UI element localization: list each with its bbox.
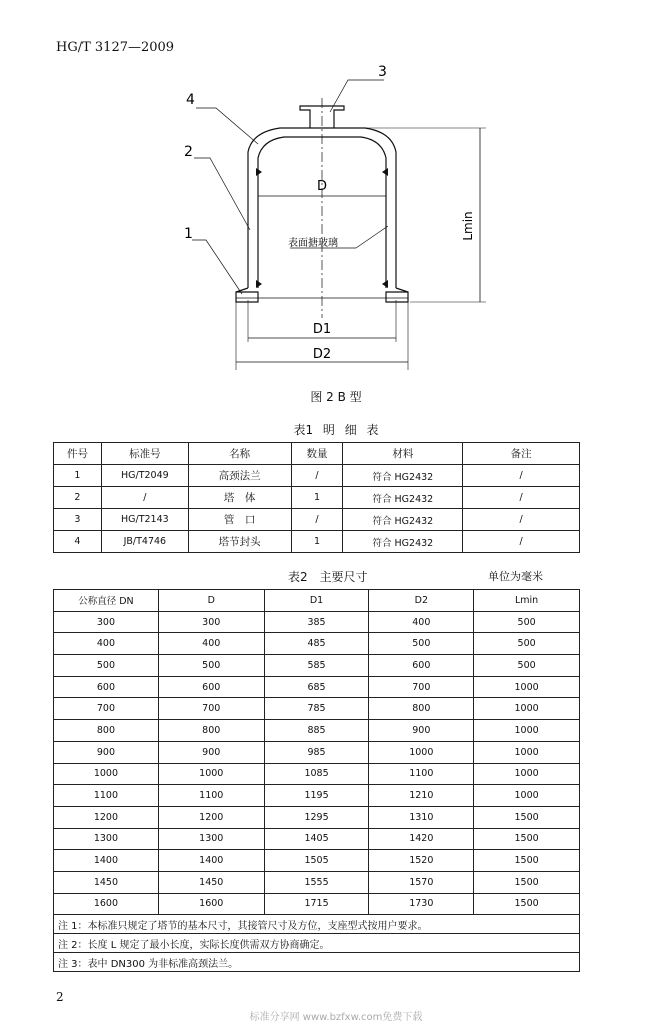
cell: 900 [54,741,159,763]
cell: 1100 [54,785,159,807]
table-row [54,655,580,677]
cell: 1400 [158,850,264,872]
cell: 1500 [474,806,580,828]
table-row [54,487,580,509]
cell: 1570 [369,871,474,893]
dim-d1-label: D1 [312,322,332,337]
cell: 700 [369,676,474,698]
table-header-row [54,590,580,612]
cell: 1000 [474,785,580,807]
header-cell: 备注 [463,443,580,465]
header-cell: 件号 [54,443,102,465]
cell: 785 [264,698,369,720]
cell: 管 口 [188,509,291,531]
cell: JB/T4746 [101,531,188,553]
cell: 900 [369,720,474,742]
cell: 2 [54,487,102,509]
cell: 4 [54,531,102,553]
cell: 1085 [264,763,369,785]
cell: 1100 [158,785,264,807]
header-cell: D1 [264,590,369,612]
dimensions-table [53,589,580,972]
table2-title: 表2 主要尺寸 [288,570,368,584]
cell: 1505 [264,850,369,872]
cell: 500 [474,611,580,633]
figure-2-drawing [0,0,672,390]
cell: / [463,509,580,531]
cell: HG/T2143 [101,509,188,531]
parts-table [53,442,580,553]
header-cell: 名称 [188,443,291,465]
note-1: 注 1：本标准只规定了塔节的基本尺寸，其接管尺寸及方位，支座型式按用户要求。 [54,915,580,934]
cell: 585 [264,655,369,677]
cell: 符合 HG2432 [343,531,463,553]
dim-d-label: D [316,179,328,194]
table-row [54,828,580,850]
table-row [54,806,580,828]
cell: 塔 体 [188,487,291,509]
header-cell: D2 [369,590,474,612]
cell: 1000 [474,698,580,720]
header-cell: 标准号 [101,443,188,465]
cell: 700 [158,698,264,720]
cell: 500 [158,655,264,677]
cell: 1500 [474,893,580,915]
cell: 1405 [264,828,369,850]
leader-3 [330,80,384,112]
figure-caption: 图 2 B 型 [310,390,362,404]
table1-title: 表1 明 细 表 [293,423,379,437]
leader-2 [194,158,250,230]
cell: 1 [291,487,343,509]
cell: 700 [54,698,159,720]
cell: 1500 [474,828,580,850]
cell: 500 [474,633,580,655]
cell: 1 [54,465,102,487]
cell: 500 [54,655,159,677]
cell: 685 [264,676,369,698]
cell: 1195 [264,785,369,807]
table-row [54,531,580,553]
cell: 1500 [474,871,580,893]
flange-right [386,288,408,302]
cell: 1200 [158,806,264,828]
cell: 3 [54,509,102,531]
cell: 600 [369,655,474,677]
table-row [54,763,580,785]
page-number: 2 [56,990,64,1004]
cell: 900 [158,741,264,763]
footer-watermark: 标准分享网 www.bzfxw.com免费下载 [249,1012,423,1023]
cell: 800 [54,720,159,742]
note-row [54,953,580,972]
cell: 1310 [369,806,474,828]
cell: 1200 [54,806,159,828]
table-row [54,633,580,655]
cell: 485 [264,633,369,655]
cell: 1 [291,531,343,553]
dim-d2-label: D2 [312,347,332,362]
cell: 1000 [474,676,580,698]
table-row [54,850,580,872]
cell: 1730 [369,893,474,915]
document-code: HG/T 3127—2009 [56,40,175,55]
note-row [54,934,580,953]
table-row [54,893,580,915]
table-row [54,720,580,742]
table-row [54,785,580,807]
cell: HG/T2049 [101,465,188,487]
cell: 高颈法兰 [188,465,291,487]
cell: 符合 HG2432 [343,509,463,531]
cell: 1420 [369,828,474,850]
header-cell: 公称直径 DN [54,590,159,612]
cell: 1450 [158,871,264,893]
leader-1 [192,240,242,294]
header-cell: D [158,590,264,612]
table-row [54,465,580,487]
cell: 300 [54,611,159,633]
table-row [54,871,580,893]
cell: 1500 [474,850,580,872]
surface-note: 表面搪玻璃 [288,238,338,249]
cell: 1210 [369,785,474,807]
cell: 1295 [264,806,369,828]
note-row [54,915,580,934]
callout-3: 3 [378,64,387,80]
cell: / [101,487,188,509]
cell: 符合 HG2432 [343,465,463,487]
note-2: 注 2：长度 L 规定了最小长度，实际长度供需双方协商确定。 [54,934,580,953]
cell: 1400 [54,850,159,872]
cell: 600 [54,676,159,698]
callout-4: 4 [186,92,195,108]
callout-2: 2 [184,144,193,160]
cell: 1600 [54,893,159,915]
cell: 800 [369,698,474,720]
cell: / [291,465,343,487]
cell: / [463,487,580,509]
header-cell: 数量 [291,443,343,465]
cell: 符合 HG2432 [343,487,463,509]
table2-unit: 单位为毫米 [488,570,543,583]
cell: 1000 [54,763,159,785]
cell: 1000 [369,741,474,763]
cell: 500 [369,633,474,655]
cell: 885 [264,720,369,742]
cell: 1000 [474,720,580,742]
cell: 300 [158,611,264,633]
table-row [54,509,580,531]
cell: 1520 [369,850,474,872]
cell: 800 [158,720,264,742]
table-row [54,611,580,633]
cell: 385 [264,611,369,633]
cell: / [463,465,580,487]
table-row [54,698,580,720]
cell: 600 [158,676,264,698]
callout-1: 1 [184,226,193,242]
cell: 1300 [158,828,264,850]
cell: 1555 [264,871,369,893]
cell: 1715 [264,893,369,915]
cell: 塔节封头 [188,531,291,553]
table-header-row [54,443,580,465]
leader-4 [196,108,258,144]
cell: 500 [474,655,580,677]
cell: 400 [369,611,474,633]
cell: 1100 [369,763,474,785]
cell: 1000 [474,763,580,785]
cell: 1450 [54,871,159,893]
cell: 1600 [158,893,264,915]
note-3: 注 3：表中 DN300 为非标准高颈法兰。 [54,953,580,972]
cell: / [291,509,343,531]
cell: / [463,531,580,553]
cell: 1000 [474,741,580,763]
header-cell: Lmin [474,590,580,612]
table-row [54,741,580,763]
cell: 1300 [54,828,159,850]
cell: 1000 [158,763,264,785]
cell: 400 [158,633,264,655]
header-cell: 材料 [343,443,463,465]
dim-lmin-label: Lmin [461,211,475,241]
table-row [54,676,580,698]
cell: 400 [54,633,159,655]
cell: 985 [264,741,369,763]
